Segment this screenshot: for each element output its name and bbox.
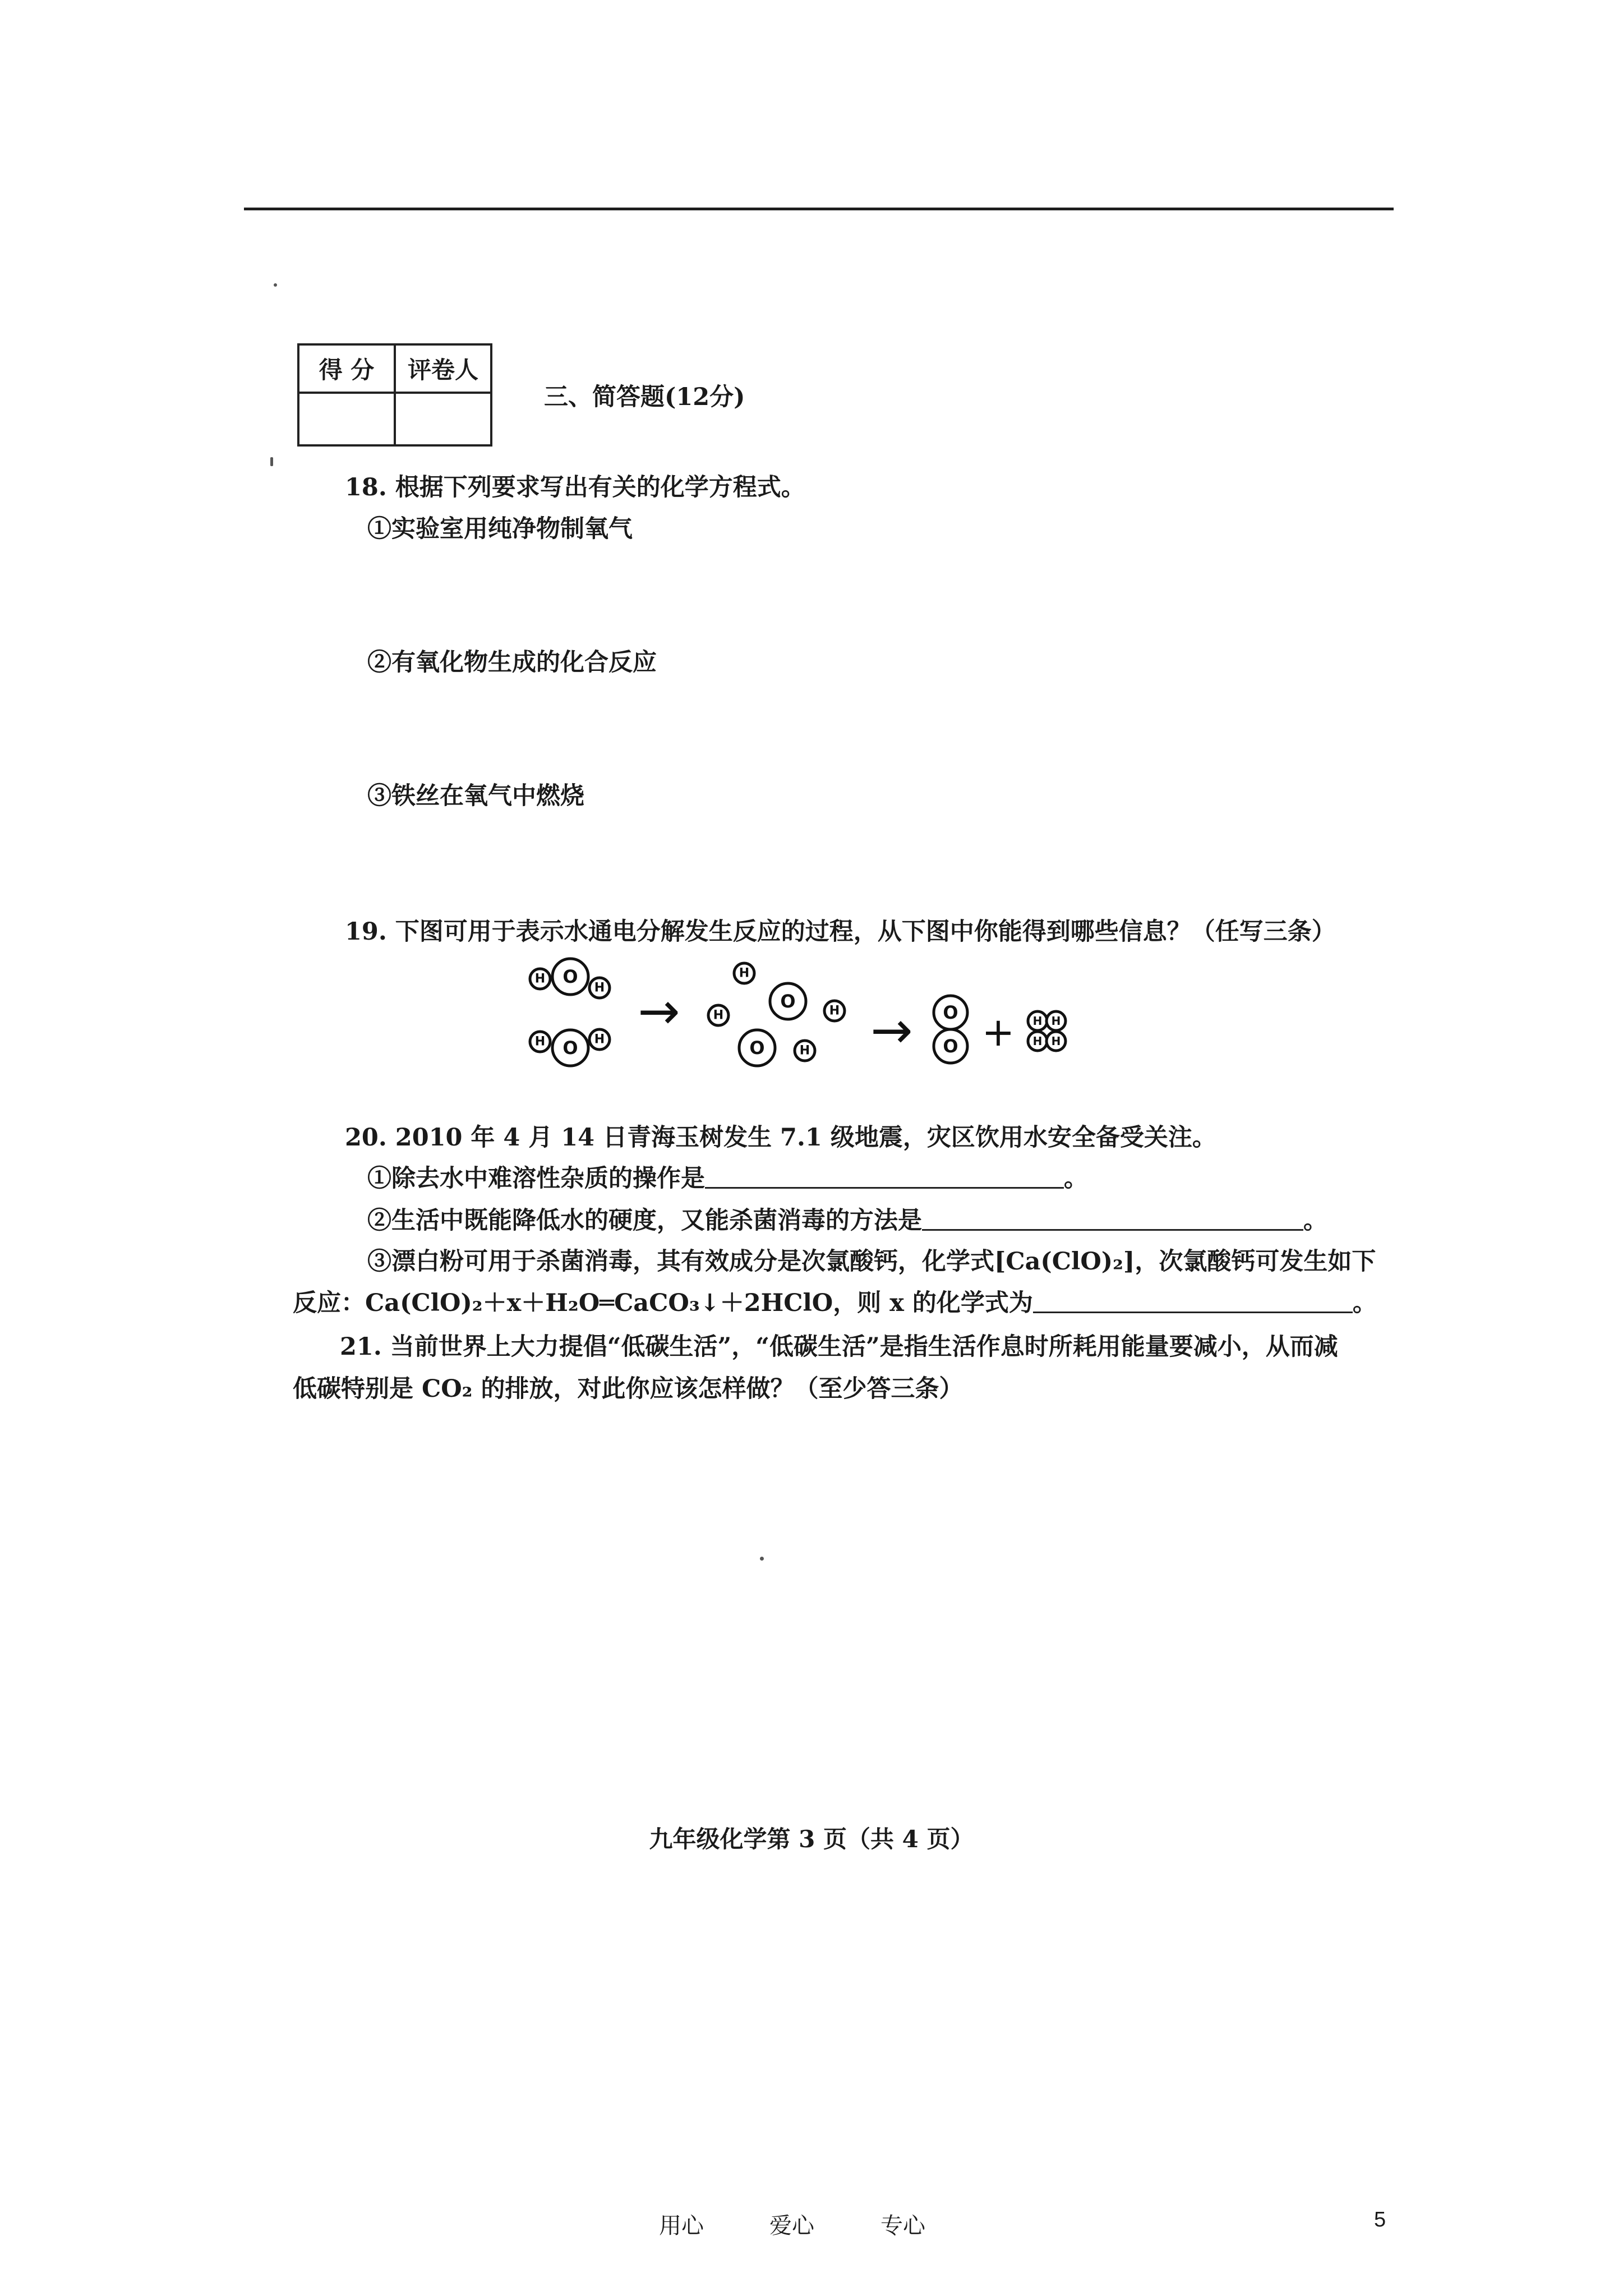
page-number: 5 bbox=[1374, 2208, 1386, 2231]
q20-item-3-text: 反应：Ca(ClO)₂＋x＋H₂O═CaCO₃↓＋2HClO，则 x 的化学式为 bbox=[293, 1289, 1033, 1317]
scan-speck bbox=[760, 1557, 764, 1561]
atom-label-h: H bbox=[594, 981, 605, 995]
atom-label-h: H bbox=[534, 972, 546, 986]
reaction-arrow: → bbox=[870, 1001, 913, 1060]
q21-line-1: 21. 当前世界上大力提倡“低碳生活”，“低碳生活”是指生活作息时所耗用能量要减小，从而减 bbox=[340, 1333, 1338, 1361]
answer-blank[interactable] bbox=[1033, 1312, 1353, 1313]
atom-label-h: H bbox=[1032, 1014, 1043, 1028]
q20-stem: 20. 2010 年 4 月 14 日青海玉树发生 7.1 级地震，灾区饮用水安全备受关注。 bbox=[345, 1124, 1216, 1152]
q18-item-2: ②有氧化物生成的化合反应 bbox=[367, 648, 657, 677]
score-label-cell: 得 分 bbox=[298, 344, 395, 393]
scan-speck bbox=[274, 283, 277, 287]
q18-item-3: ③铁丝在氧气中燃烧 bbox=[367, 782, 584, 810]
answer-blank[interactable] bbox=[922, 1229, 1303, 1231]
q19-stem: 19. 下图可用于表示水通电分解发生反应的过程，从下图中你能得到哪些信息？（任写三条） bbox=[345, 918, 1336, 946]
q20-item-3-line-1: ③漂白粉可用于杀菌消毒，其有效成分是次氯酸钙，化学式[Ca(ClO)₂]，次氯酸钙可发生如下 bbox=[367, 1248, 1376, 1276]
score-table bbox=[297, 343, 492, 447]
grader-label-cell: 评卷人 bbox=[395, 344, 491, 393]
atom-label-h: H bbox=[713, 1008, 724, 1023]
q20-item-2-text: ②生活中既能降低水的硬度，又能杀菌消毒的方法是 bbox=[367, 1207, 922, 1235]
q20-item-1 bbox=[367, 1167, 1088, 1191]
exam-page-footer: 九年级化学第 3 页（共 4 页） bbox=[649, 1825, 974, 1853]
score-input-cell[interactable] bbox=[298, 393, 395, 445]
answer-blank[interactable] bbox=[705, 1187, 1064, 1189]
atom-label-h: H bbox=[594, 1032, 605, 1047]
scan-speck bbox=[270, 457, 273, 466]
q20-item-1-end: 。 bbox=[1064, 1165, 1088, 1193]
q20-item-2 bbox=[367, 1209, 1327, 1233]
atom-label-o: O bbox=[943, 1002, 958, 1023]
slogan-1: 用心 bbox=[659, 2213, 704, 2239]
water-electrolysis-diagram bbox=[519, 956, 1094, 1083]
atom-label-o: O bbox=[562, 1037, 578, 1059]
atom-label-h: H bbox=[739, 966, 750, 981]
q18-stem: 18. 根据下列要求写出有关的化学方程式。 bbox=[345, 473, 805, 501]
grader-input-cell[interactable] bbox=[395, 393, 491, 445]
q20-item-3-end: 。 bbox=[1352, 1289, 1377, 1317]
atom-label-h: H bbox=[1051, 1034, 1061, 1048]
q20-item-2-end: 。 bbox=[1303, 1207, 1327, 1235]
atom-label-h: H bbox=[1032, 1034, 1043, 1048]
q18-item-1: ①实验室用纯净物制氧气 bbox=[367, 515, 633, 543]
atom-label-h: H bbox=[534, 1034, 546, 1049]
q20-item-3-line-2 bbox=[293, 1291, 1377, 1315]
slogan-3: 专心 bbox=[880, 2213, 925, 2239]
q21-line-2: 低碳特别是 CO₂ 的排放，对此你应该怎样做？（至少答三条） bbox=[293, 1375, 963, 1403]
q20-item-1-text: ①除去水中难溶性杂质的操作是 bbox=[367, 1165, 705, 1193]
slogan-2: 爱心 bbox=[769, 2213, 814, 2239]
plus-sign: + bbox=[981, 1009, 1015, 1055]
atom-label-h: H bbox=[829, 1004, 840, 1018]
header-rule bbox=[244, 208, 1394, 210]
atom-label-o: O bbox=[562, 966, 578, 987]
atom-label-o: O bbox=[780, 991, 796, 1012]
atom-label-h: H bbox=[1051, 1014, 1061, 1028]
reaction-arrow: → bbox=[638, 982, 680, 1041]
atom-label-o: O bbox=[749, 1037, 765, 1059]
atom-label-o: O bbox=[943, 1036, 958, 1057]
section-heading: 三、简答题(12分) bbox=[544, 383, 745, 411]
atom-label-h: H bbox=[799, 1043, 810, 1058]
